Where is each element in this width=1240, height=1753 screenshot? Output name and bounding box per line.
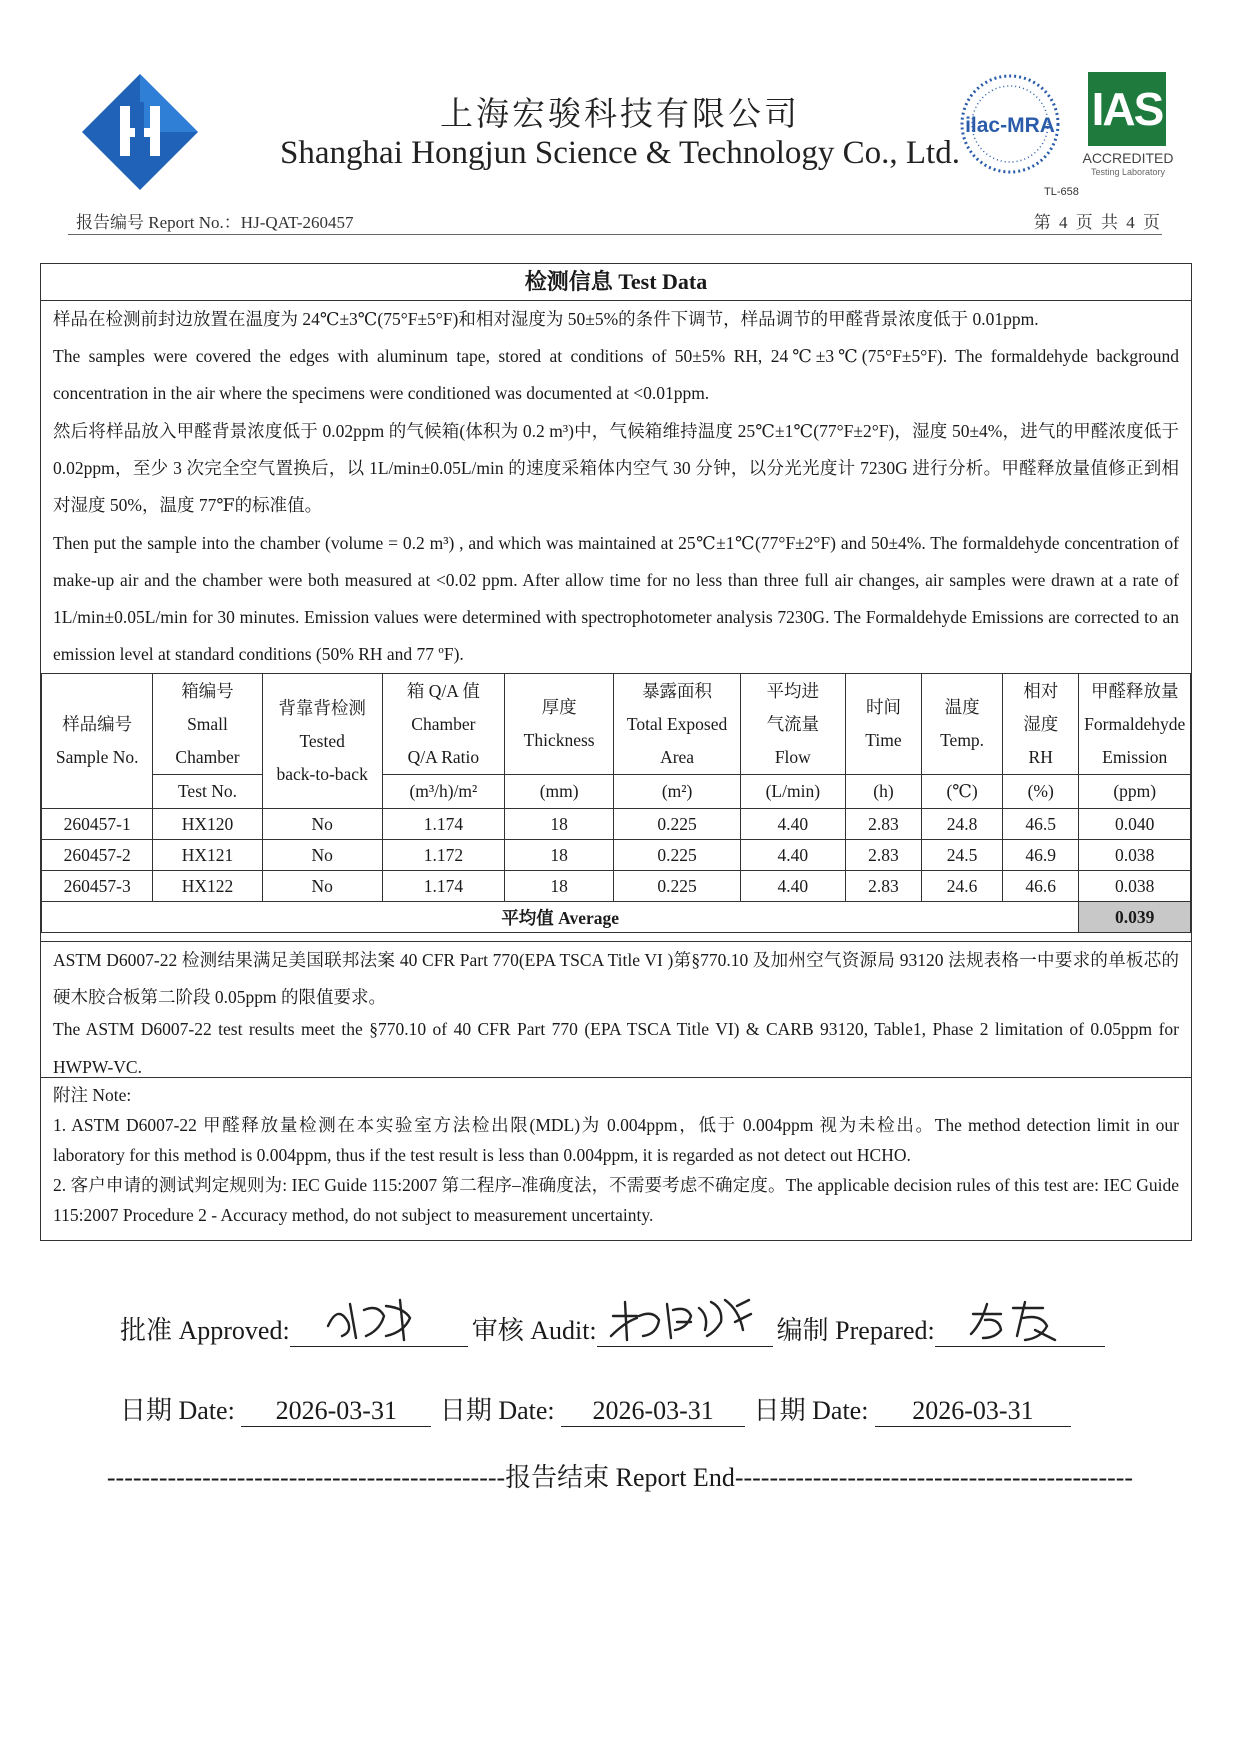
table-cell: No: [262, 840, 382, 871]
handwritten-signature-prepared: [965, 1296, 1075, 1346]
header-chamber: 箱编号 Small Chamber: [153, 674, 262, 775]
table-cell: 1.174: [382, 809, 504, 840]
header-area: 暴露面积 Total Exposed Area: [614, 674, 741, 775]
accreditation-number: TL-658: [1044, 186, 1079, 198]
header-qa-ratio: 箱 Q/A 值 Chamber Q/A Ratio: [382, 674, 504, 775]
audit-date: 2026-03-31: [561, 1396, 745, 1427]
section-title: 检测信息 Test Data: [41, 264, 1191, 301]
table-cell: 18: [505, 840, 614, 871]
notes-section: [41, 1077, 1191, 1225]
header-rh: 相对 湿度 RH: [1002, 674, 1078, 775]
average-value: 0.039: [1079, 902, 1191, 933]
prepared-date: 2026-03-31: [875, 1396, 1071, 1427]
ias-logo: IAS: [1088, 72, 1166, 146]
approved-date-label: 日期 Date:: [120, 1396, 235, 1425]
table-cell: 0.225: [614, 840, 741, 871]
table-cell: 260457-3: [42, 871, 153, 902]
unit-qa: (m³/h)/m²: [382, 775, 504, 809]
table-cell: HX122: [153, 871, 262, 902]
method-text-en-2: Then put the sample into the chamber (volume = 0.2 m³) , and which was maintained at 25℃±1℃(77°F±2°F) and 50±4%. The formaldehyde concentration of make-up air and the chamber were both measured at <0.02 ppm. After allow time for no less than three full air changes, air samples were drawn at a rate of 1L/min±0.05L/min for 30 minutes. Emission values were determined with spectrophotometer analysis 7230G. The Formaldehyde Emissions are corrected to an emission level at standard conditions (50% RH and 77 ºF).: [53, 532, 1179, 665]
table-row: [42, 840, 1191, 871]
table-cell: 46.9: [1002, 840, 1078, 871]
table-header-row: [42, 674, 1191, 775]
ias-sub-text: Testing Laboratory: [1090, 167, 1166, 177]
signature-row: [120, 1310, 1105, 1347]
table-cell: 24.8: [922, 809, 1003, 840]
results-table: [41, 673, 1191, 933]
table-cell: HX120: [153, 809, 262, 840]
header-sample-no: 样品编号 Sample No.: [42, 674, 153, 809]
prepared-signature: [935, 1312, 1105, 1347]
method-text-en-1: The samples were covered the edges with aluminum tape, stored at conditions of 50±5% RH, 24℃±3℃(75°F±5°F). The formaldehyde background concentration in the air where the specimens were conditioned was documented at <0.01ppm.: [53, 346, 1179, 404]
header-time: 时间 Time: [845, 674, 921, 775]
table-cell: 2.83: [845, 840, 921, 871]
header-divider: [68, 234, 1162, 235]
table-cell: 260457-2: [42, 840, 153, 871]
conclusion-section: [41, 941, 1191, 1077]
header-flow: 平均进 气流量 Flow: [740, 674, 845, 775]
unit-time: (h): [845, 775, 921, 809]
handwritten-signature-audit: [607, 1292, 767, 1348]
company-name-en: Shanghai Hongjun Science & Technology Co., Ltd.: [280, 135, 960, 171]
table-cell: 2.83: [845, 809, 921, 840]
note-item-2: 2. 客户申请的测试判定规则为: IEC Guide 115:2007 第二程序–准确度法，不需要考虑不确定度。The applicable decision rules of this test are: IEC Guide 115:2007 Procedure 2 - Accuracy method, do not subject to measurement uncertainty.: [53, 1175, 1179, 1225]
table-cell: 1.174: [382, 871, 504, 902]
table-row: [42, 809, 1191, 840]
table-unit-row: [42, 775, 1191, 809]
handwritten-signature-approved: [320, 1296, 430, 1346]
audit-label: 审核 Audit:: [471, 1316, 597, 1345]
note-item-1: 1. ASTM D6007-22 甲醛释放量检测在本实验室方法检出限(MDL)为 0.004ppm，低于 0.004ppm 视为未检出。The method detection limit in our laboratory for this method is 0.004ppm, thus if the test result is less than 0.004ppm, it is regarded as not detect out HCHO.: [53, 1115, 1179, 1165]
unit-rh: (%): [1002, 775, 1078, 809]
approved-date: 2026-03-31: [241, 1396, 431, 1427]
table-cell: 260457-1: [42, 809, 153, 840]
table-cell: No: [262, 809, 382, 840]
notes-title: 附注 Note:: [53, 1085, 132, 1105]
prepared-label: 编制 Prepared:: [776, 1316, 935, 1345]
table-cell: HX121: [153, 840, 262, 871]
table-cell: 2.83: [845, 871, 921, 902]
table-cell: 4.40: [740, 809, 845, 840]
table-row: [42, 871, 1191, 902]
unit-area: (m²): [614, 775, 741, 809]
conclusion-text-cn: ASTM D6007-22 检测结果满足美国联邦法案 40 CFR Part 770(EPA TSCA Title VI )第§770.10 及加州空气资源局 93120 法规表格一中要求的单板芯的硬木胶合板第二阶段 0.05ppm 的限值要求。: [53, 950, 1179, 1008]
table-cell: 46.6: [1002, 871, 1078, 902]
table-cell: 0.225: [614, 871, 741, 902]
page-indicator: 第 4 页 共 4 页: [1033, 213, 1162, 232]
header-chamber-testno: Test No.: [153, 775, 262, 809]
average-label: 平均值 Average: [42, 902, 1079, 933]
table-cell: 0.038: [1079, 840, 1191, 871]
audit-signature: [597, 1312, 773, 1347]
table-cell: 4.40: [740, 840, 845, 871]
prepared-date-label: 日期 Date:: [753, 1396, 869, 1425]
table-cell: 46.5: [1002, 809, 1078, 840]
table-cell: 18: [505, 809, 614, 840]
unit-flow: (L/min): [740, 775, 845, 809]
conclusion-text-en: The ASTM D6007-22 test results meet the §770.10 of 40 CFR Part 770 (EPA TSCA Title VI) & CARB 93120, Table1, Phase 2 limitation of 0.05ppm for HWPW-VC.: [53, 1019, 1179, 1077]
table-cell: 1.172: [382, 840, 504, 871]
table-cell: 4.40: [740, 871, 845, 902]
header-thickness: 厚度 Thickness: [505, 674, 614, 775]
unit-temp: (℃): [922, 775, 1003, 809]
average-row: [42, 902, 1191, 933]
table-cell: 0.038: [1079, 871, 1191, 902]
audit-date-label: 日期 Date:: [439, 1396, 555, 1425]
table-cell: No: [262, 871, 382, 902]
company-name-cn: 上海宏骏科技有限公司: [440, 97, 800, 133]
date-row: [120, 1390, 1071, 1427]
table-cell: 0.040: [1079, 809, 1191, 840]
report-end-line: ----------------------------------------------报告结束 Report End----------------------------------------------: [106, 1463, 1134, 1492]
table-cell: 0.225: [614, 809, 741, 840]
test-data-box: [40, 263, 1192, 1241]
table-cell: 18: [505, 871, 614, 902]
report-number: 报告编号 Report No.：HJ-QAT-260457: [76, 213, 354, 232]
ias-accredited-text: ACCREDITED: [1082, 150, 1174, 166]
ilac-mra-text: ilac-MRA: [965, 114, 1055, 137]
method-paragraph-1: [53, 301, 1179, 413]
table-cell: 24.6: [922, 871, 1003, 902]
unit-emission: (ppm): [1079, 775, 1191, 809]
method-text-cn-2: 然后将样品放入甲醛背景浓度低于 0.02ppm 的气候箱(体积为 0.2 m³)中，气候箱维持温度 25℃±1℃(77°F±2°F)，湿度 50±4%，进气的甲醛浓度低于 0.02ppm，至少 3 次完全空气置换后，以 1L/min±0.05L/min 的速度采箱体内空气 30 分钟，以分光光度计 7230G 进行分析。甲醛释放量值修正到相对湿度 50%，温度 77℉的标准值。: [53, 421, 1179, 516]
method-paragraph-2: [53, 413, 1179, 673]
header-back-to-back: 背靠背检测 Tested back-to-back: [262, 674, 382, 809]
approved-label: 批准 Approved:: [120, 1316, 290, 1345]
table-cell: 24.5: [922, 840, 1003, 871]
approved-signature: [290, 1312, 468, 1347]
header-temp: 温度 Temp.: [922, 674, 1003, 775]
method-text-cn-1: 样品在检测前封边放置在温度为 24℃±3℃(75°F±5°F)和相对湿度为 50±5%的条件下调节，样品调节的甲醛背景浓度低于 0.01ppm.: [53, 309, 1039, 329]
unit-thickness: (mm): [505, 775, 614, 809]
ilac-mra-logo: [958, 72, 1062, 176]
header-emission: 甲醛释放量 Formaldehyde Emission: [1079, 674, 1191, 775]
